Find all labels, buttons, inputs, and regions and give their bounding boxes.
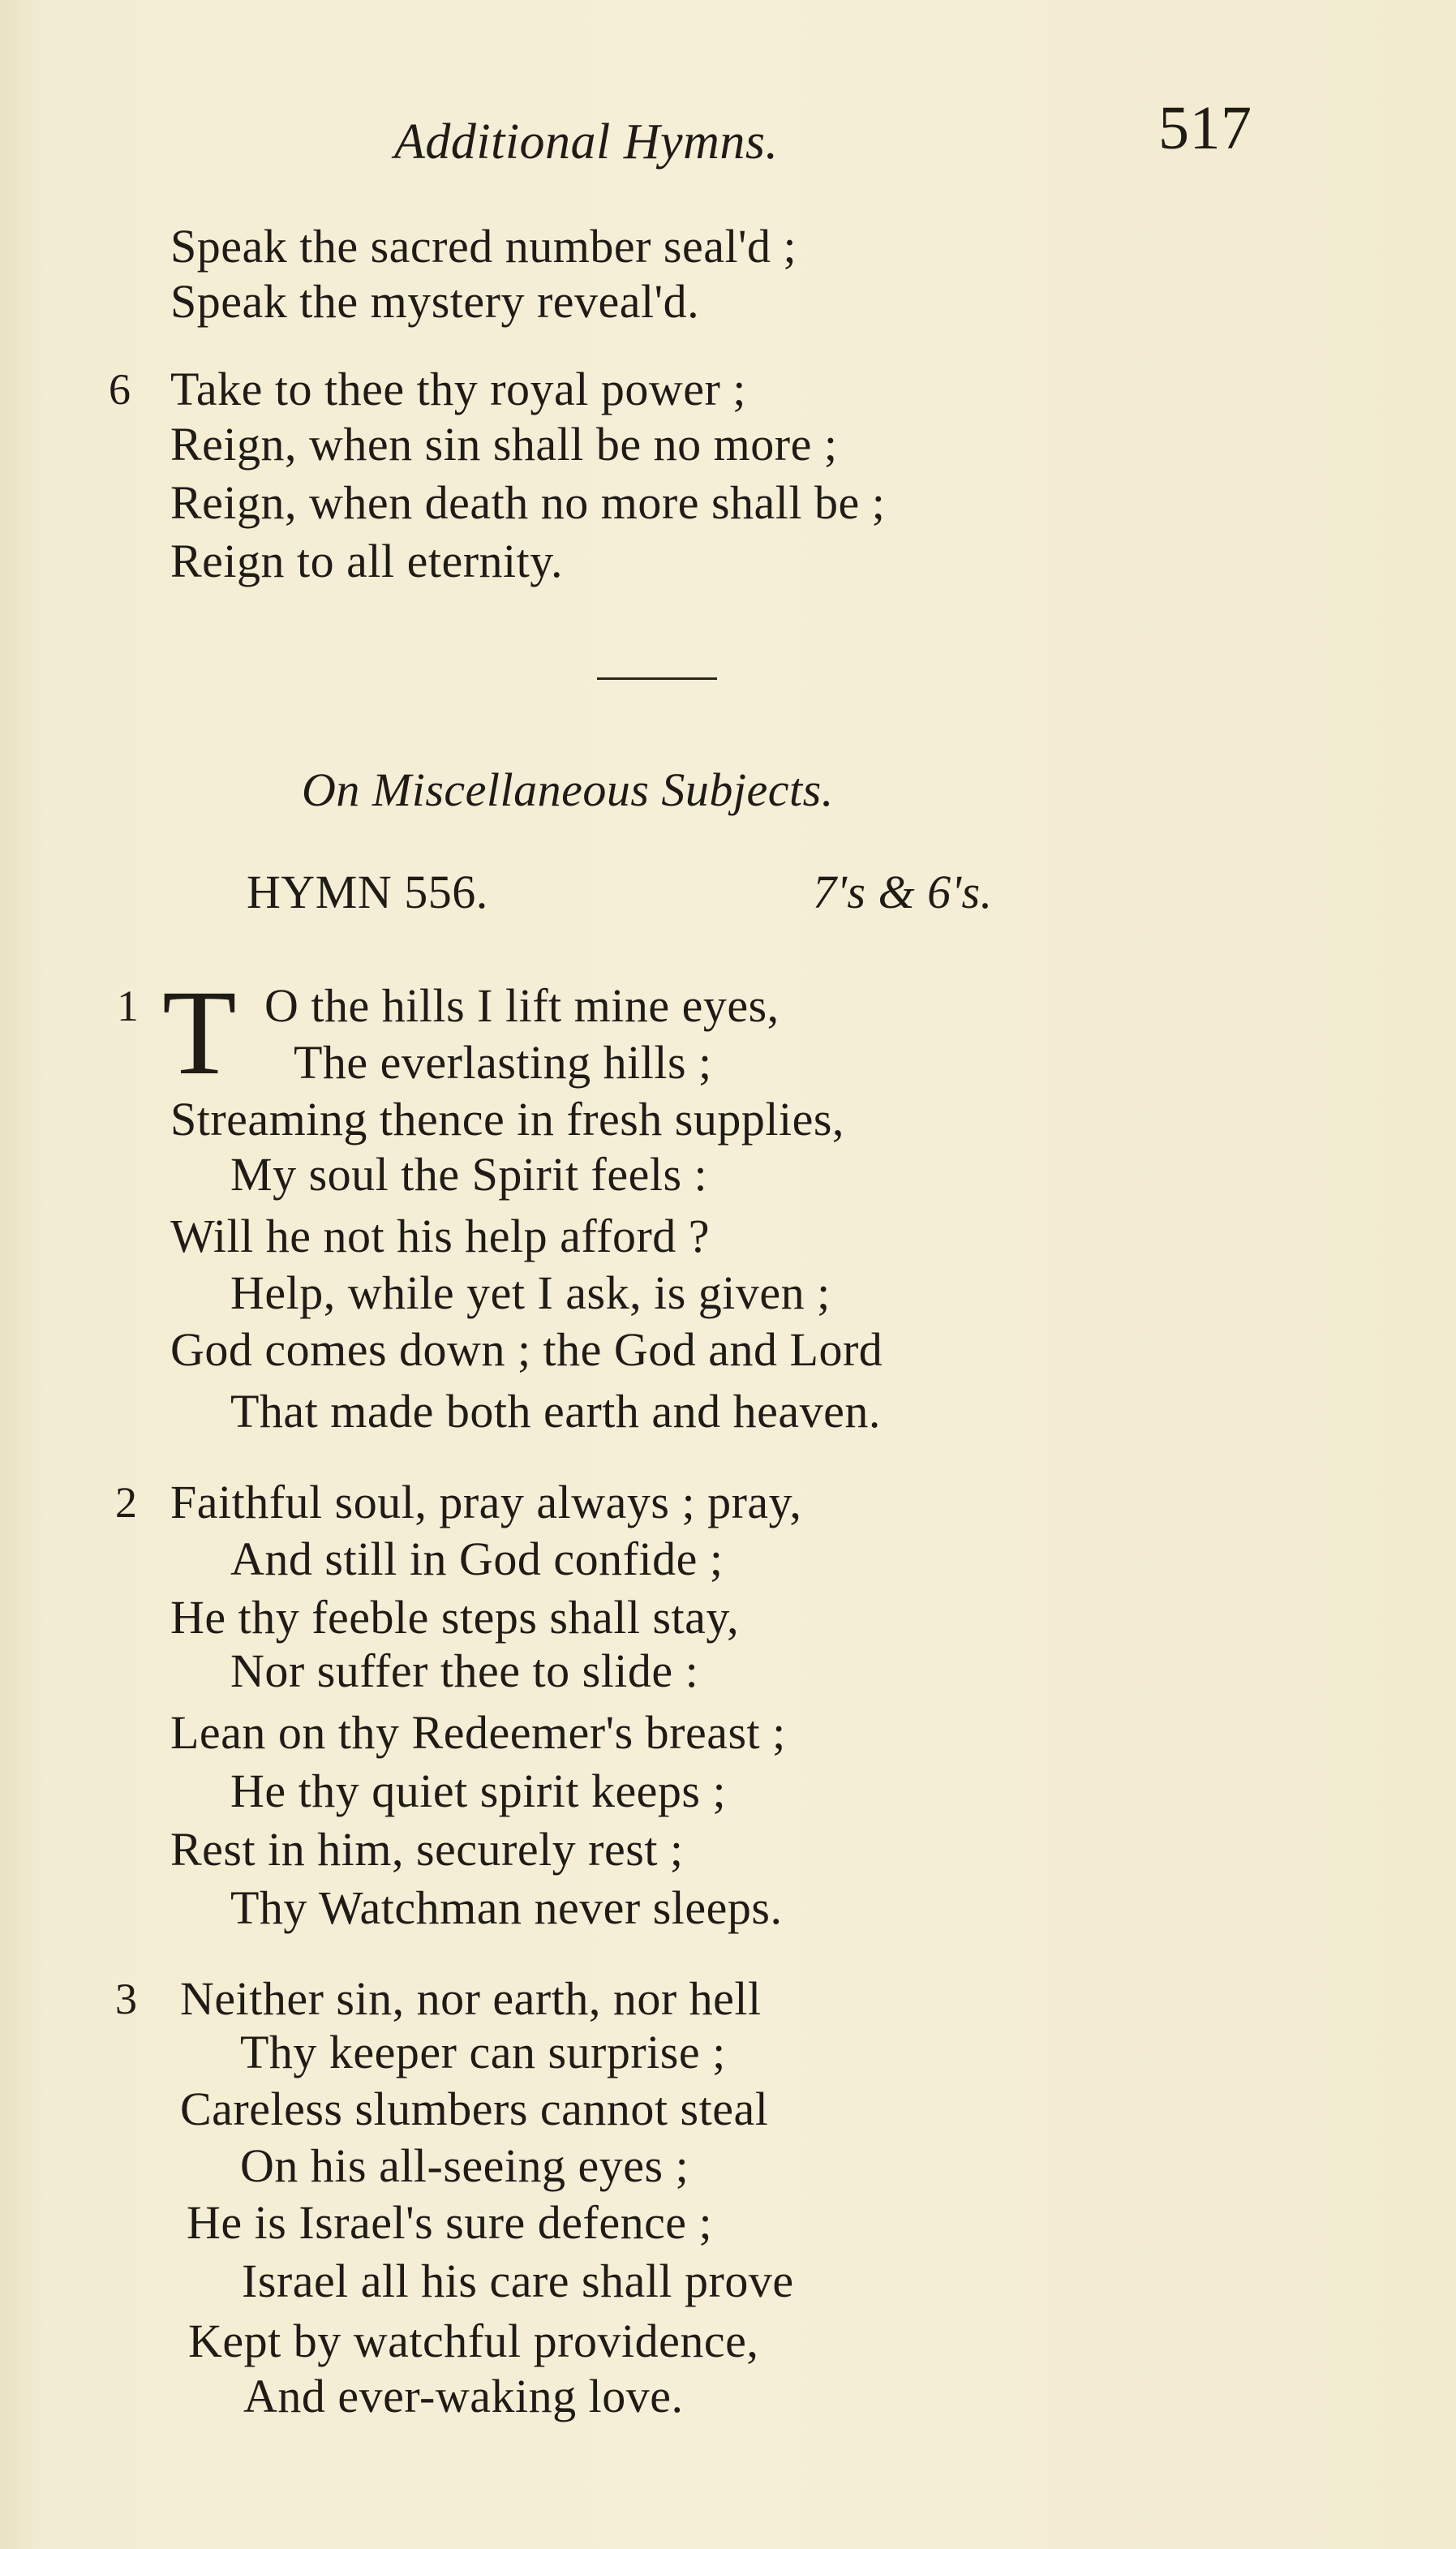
drop-cap: T bbox=[162, 965, 237, 1100]
hymn-title: HYMN 556. bbox=[247, 866, 488, 918]
hymn-meter: 7's & 6's. bbox=[813, 866, 993, 918]
section-title: On Miscellaneous Subjects. bbox=[302, 763, 834, 816]
verse-line: That made both earth and heaven. bbox=[230, 1385, 881, 1438]
verse-line: Reign to all eternity. bbox=[170, 535, 564, 587]
verse-line: God comes down ; the God and Lord bbox=[170, 1323, 883, 1376]
verse-line: Faithful soul, pray always ; pray, bbox=[170, 1476, 802, 1528]
stanza-number: 3 bbox=[115, 1975, 137, 2023]
verse-line: Help, while yet I ask, is given ; bbox=[230, 1266, 831, 1319]
verse-line: Israel all his care shall prove bbox=[242, 2255, 794, 2307]
verse-line: Kept by watchful providence, bbox=[188, 2315, 759, 2367]
verse-line: Reign, when death no more shall be ; bbox=[170, 476, 886, 529]
verse-line: O the hills I lift mine eyes, bbox=[264, 979, 780, 1032]
running-title: Additional Hymns. bbox=[394, 114, 779, 170]
page-number: 517 bbox=[1158, 94, 1252, 162]
verse-line: Reign, when sin shall be no more ; bbox=[170, 418, 838, 471]
verse-line: Streaming thence in fresh supplies, bbox=[170, 1093, 844, 1146]
verse-line: Will he not his help afford ? bbox=[170, 1210, 711, 1262]
section-divider bbox=[597, 677, 717, 680]
verse-line: Speak the mystery reveal'd. bbox=[170, 275, 700, 328]
verse-line: And ever-waking love. bbox=[243, 2370, 684, 2422]
verse-line: The everlasting hills ; bbox=[294, 1036, 712, 1089]
stanza-number: 6 bbox=[109, 365, 131, 414]
verse-line: Rest in him, securely rest ; bbox=[170, 1823, 684, 1876]
verse-line: On his all-seeing eyes ; bbox=[240, 2139, 689, 2192]
verse-line: Speak the sacred number seal'd ; bbox=[170, 220, 797, 273]
stanza-number: 2 bbox=[115, 1478, 137, 1527]
verse-line: Lean on thy Redeemer's breast ; bbox=[170, 1706, 786, 1759]
verse-line: Thy Watchman never sleeps. bbox=[230, 1881, 783, 1934]
verse-line: And still in God confide ; bbox=[230, 1532, 724, 1585]
verse-line: Thy keeper can surprise ; bbox=[240, 2026, 726, 2078]
verse-line: He thy feeble steps shall stay, bbox=[170, 1591, 740, 1644]
verse-line: Take to thee thy royal power ; bbox=[170, 363, 746, 415]
verse-line: He is Israel's sure defence ; bbox=[187, 2196, 713, 2249]
verse-line: Careless slumbers cannot steal bbox=[180, 2083, 769, 2135]
verse-line: He thy quiet spirit keeps ; bbox=[230, 1765, 727, 1817]
stanza-number: 1 bbox=[117, 982, 139, 1030]
verse-line: Nor suffer thee to slide : bbox=[230, 1644, 699, 1697]
verse-line: Neither sin, nor earth, nor hell bbox=[180, 1972, 762, 2025]
verse-line: My soul the Spirit feels : bbox=[230, 1148, 708, 1201]
